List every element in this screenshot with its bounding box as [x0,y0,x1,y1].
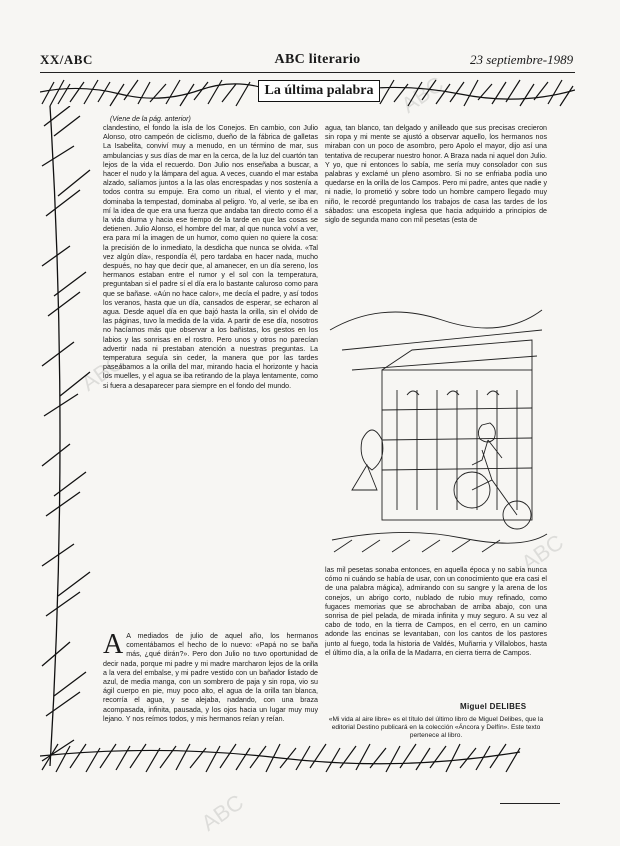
watermark: ABC [76,349,129,396]
article-column-right: agua, tan blanco, tan delgado y anilleado que sus precisas crecieron sin ropa y mi mente se ajustó a observar aquello, los hermanos nos miraban con un poco de asombro, pero Apolo el mayor, dijo así una tentativa de recuperar nuestro honor. A Braza nada ni aquel don Julio. Y yo, que ni entonces lo sabía, me sería muy consolador con sus palabras y exclamé un pleno asombro. Si no se enfriaba podía uno quedarse en la orilla de los Campos. Pero mi padre, antes que nadie y ni nadie, lo prometió y sobre todo un hombre campero llegado muy niño, le recordé preguntando los trabajos de casa las tardes de los sábados: una escopeta inglesa que hacia adquirido a principios de siglo de segunda mano con mil pesetas (esta de [325,124,547,225]
header-page-label: XX/ABC [40,52,93,67]
article-column-left: clandestino, el fondo la isla de los Conejos. En cambio, con Julio Alonso, otro campeón de ciclismo, dueño de la fábrica de galletas La Isabelita, conviví muy a menudo, en un término de mar, sus ambulancias y sus días de mar en la cerca, de la luz del cuartón tan lejos de la vida el recuerdo. Don Julio nos enseñaba a buscar, a hacer el nudo y la lámpara del agua. A veces, cuando el mar estaba alzado, salíamos juntos a la las olas encrespadas y nos sostenía a todos contra su empuje. Era como un ritual, el viento y el mar, dominaba la tempestad, dominaba al peligro. Yo, al verle, se iba en mí la idea de que era una fuerza que andaba tan directo como él a la vida diurna y hacia ese tiempo de la tarde en que las cosas se detienen. Julio Alonso, el hombre del mar, al que nunca volví a ver, era para mí la imagen de un humor, como quien no quiere la cosa: la precisión de lo inmediato, la desdicha que nunca se olvida. «Tal vez algún día», respondía él, pero tardaba en hacer nada, mucho después, no hay que decir que, al amanecer, en un día sereno, los hermanos estaban entre el rumor y el sol con la temperatura, preguntaban si el padre sí el día era lo bastante caluroso como para que se bañase. «Aún no hace calor», me decía el padre, y así todos los veranos, hasta que un día, cansados de esperar, se echaron al agua. Desde aquel día en que bajó hasta la orilla, sin el olvido de las páginas, tuvo la medida de la vida. A partir de ese día, nosotros no hacíamos más que observar a los bañistas, los gestos en los labios y las sonrisas en el rostro. Pero unos y otros no parecían advertir nada ni prestaban atención a nuestras preguntas. La temperatura seguía sin ceder, la manera que por las tardes paseábamos a la orilla del mar, mirando hacia el horizonte y hacia los muelles, y el agua se iba retirando de la playa lentamente, como si fuera a desaparecer para siempre en el fondo del mundo. [103,124,318,390]
author-signature: Miguel DELIBES [460,702,527,711]
header-rule [40,72,575,73]
header-section: ABC literario [274,52,361,67]
article-column-left-2 [103,632,318,736]
footer-rule [500,803,560,804]
bottom-decoration [40,740,575,774]
watermark: ABC [396,71,449,118]
article-column-right-2: las mil pesetas sonaba entonces, en aquella época y no sabía nunca cómo ni cuándo se había de usar, con un conocimiento que era casi el de una palabra mágica), admirando con su sangre y la arena de los conejos, un abrigo corto, nublado de rubio muy refinado, como fugaces memorias que se abrochaban de arriba abajo, con una sonrisa de piel pelada, de mirada infinita y muy seguro. A su vez al cabo de todo, en la tierra de Campos, en el cerro, en un camino adonde las encinas se levantaban, con los cantos de los pastores junto al fuego, toda la historia de Valdés, Muñarria y Villalobos, hasta el último día, a la orilla de la Madarra, en cierra tierra de Campos. [325,566,547,657]
article-title: La última palabra [258,80,380,102]
article-column-left-2-text: A mediados de julio de aquel año, los hermanos comentábamos el hecho de lo nuevo: «Papá no se baña más, ¿qué dirán?». Pero don Julio no tuvo oportunidad de decir nada, porque mi padre y mi madre marcharon lejos de la orilla a la vera del embalse, y mi padre vestido con un bañador listado de azul, de media manga, con un sombrero de paja y sin ropa, vio su ágil cuerpo en pie, muy poco alto, el agua de la orilla tan blanca, recorría el agua, y se alejaba, nadando, con una braza acompasada, infinita, pausada, y los ojos hacia un lugar muy muy lejano. Y nos reímos todos, y mis hermanos reían y reían. [103,632,318,723]
article-kicker: (Viene de la pág. anterior) [110,116,191,123]
illustration [322,290,550,562]
left-decoration [40,106,100,771]
drop-cap: A [103,632,124,660]
watermark: ABC [196,789,249,836]
watermark: ABC [516,529,569,576]
header-date: 23 septiembre-1989 [470,52,574,67]
article-caption: «Mi vida al aire libre» es el título del último libro de Miguel Delibes, que la editorial Destino publicará en la colección «Áncora y Delfín». Este texto pertenece al libro. [328,716,544,739]
